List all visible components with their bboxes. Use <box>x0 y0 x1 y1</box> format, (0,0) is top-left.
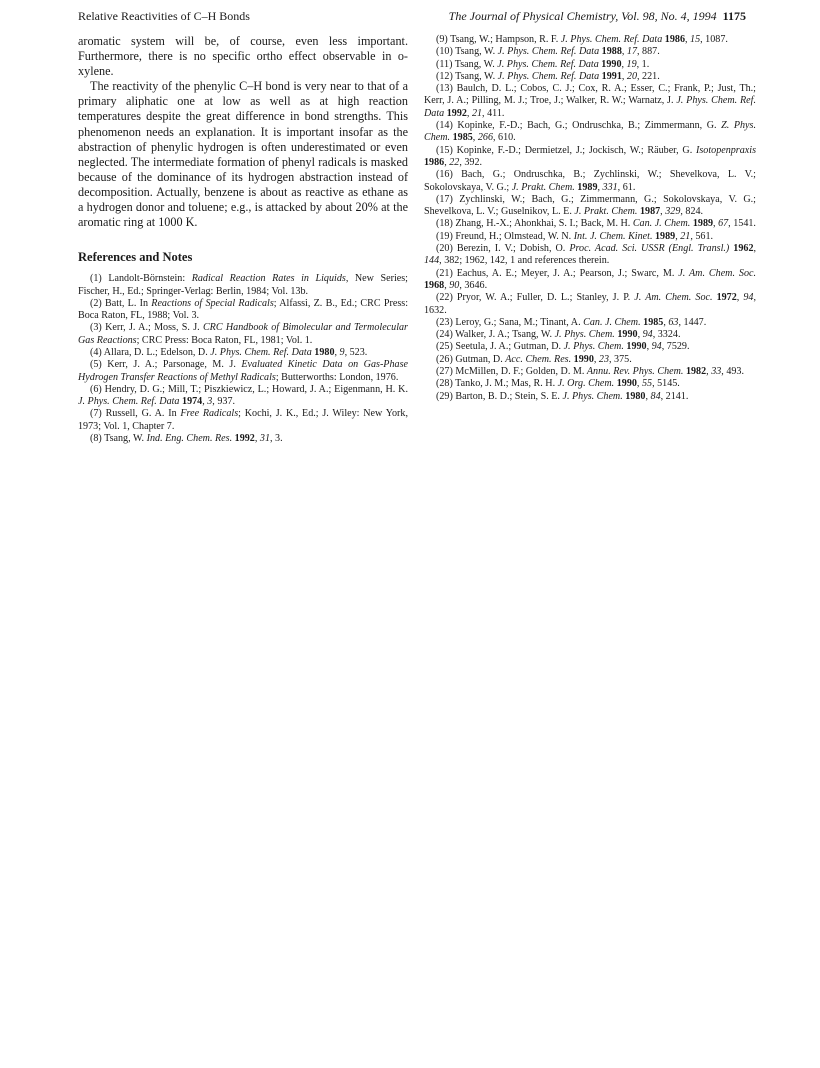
reference-volume: 144 <box>424 255 440 267</box>
reference-pages: , 824. <box>680 206 704 218</box>
reference-year: 1989 <box>655 230 676 242</box>
reference-authors: Kopinke, F.-D.; Dermietzel, J.; Jockisch, W.; Räuber, G. <box>456 144 696 156</box>
body-paragraph-2: The reactivity of the phenylic C–H bond is very near to that of a primary aliphatic one at low as well as at high reaction temperatures despite the great difference in bond strengths. This phenomenon needs an explanation. It is important insofar as the abstraction of phenylic hydrogen is often underestimated or even neglected. The intermediate formation of phenyl radicals is masked because of the dominance of its hydrogen abstraction instead of decomposition. Actually, benzene is about as reactive as ethane as a hydrogen donor and toluene; e.g., is attacked by about 20% at the aromatic ring at 1000 K. <box>78 79 408 230</box>
reference-source: Int. J. Chem. Kinet. <box>573 230 653 242</box>
reference-number: (14) <box>436 120 453 132</box>
reference-source: Proc. Acad. Sci. USSR (Engl. Transl.) <box>569 243 730 255</box>
reference-pages: , 3324. <box>652 329 681 341</box>
reference-pages: , 1447. <box>678 316 707 328</box>
reference-source: J. Prakt. Chem. <box>574 206 638 218</box>
reference-volume: 19 <box>626 58 637 70</box>
reference-source: J. Prakt. Chem. <box>511 181 575 193</box>
reference-number: (27) <box>436 366 453 378</box>
reference-authors: Tsang, W. <box>104 433 147 445</box>
reference-item: (12) Tsang, W. J. Phys. Chem. Ref. Data 1991, 20, 221. <box>436 70 660 82</box>
reference-authors: Tsang, W.; Hampson, R. F. <box>450 34 561 45</box>
reference-volume: 94 <box>651 341 662 353</box>
reference-authors: Pryor, W. A.; Fuller, D. L.; Stanley, J. P. <box>456 292 635 304</box>
reference-number: (8) <box>90 433 102 445</box>
reference-number: (20) <box>436 243 453 255</box>
reference-item <box>78 298 408 323</box>
reference-authors: Berezin, I. V.; Dobish, O. <box>456 243 570 255</box>
running-title: Relative Reactivities of C–H Bonds <box>78 9 250 23</box>
reference-item: (29) Barton, B. D.; Stein, S. E. J. Phys. Chem. 1980, 84, 2141. <box>436 390 689 402</box>
reference-authors: Kopinke, F.-D.; Bach, G.; Ondruschka, B.; Zimmermann, G. <box>457 120 722 132</box>
reference-year: 1986 <box>664 34 685 45</box>
reference-source: J. Phys. Chem. <box>562 390 623 402</box>
reference-item: (14) Kopinke, F.-D.; Bach, G.; Ondruschka, B.; Zimmermann, G. Z. Phys. Chem. 1985, 266, 610. <box>424 120 756 144</box>
reference-number: (24) <box>436 329 453 341</box>
reference-year: 1989 <box>577 181 598 193</box>
reference-volume: 33 <box>711 366 722 378</box>
reference-item: (25) Seetula, J. A.; Gutman, D. J. Phys. Chem. 1990, 94, 7529. <box>436 341 690 353</box>
reference-authors: Russell, G. A. In <box>105 408 181 420</box>
reference-source: J. Phys. Chem. Ref. Data <box>424 95 756 119</box>
reference-details: , New Series; Fischer, H., Ed.; Springer-Verlag: Berlin, 1984; Vol. 13b. <box>78 273 408 297</box>
reference-pages: , 610. <box>492 132 516 144</box>
reference-item: (23) Leroy, G.; Sana, M.; Tinant, A. Can. J. Chem. 1985, 63, 1447. <box>436 316 707 328</box>
reference-volume: 21 <box>680 230 691 242</box>
reference-number: (11) <box>436 58 453 70</box>
reference-source: Acc. Chem. Res. <box>505 353 572 365</box>
reference-item <box>78 322 408 347</box>
reference-volume: 22 <box>449 156 460 168</box>
page-header <box>78 9 746 31</box>
reference-year: 1990 <box>617 329 638 341</box>
reference-year: 1990 <box>616 378 637 390</box>
reference-volume: 3 <box>207 396 213 408</box>
reference-year: 1968 <box>424 279 445 291</box>
reference-item: (13) Baulch, D. L.; Cobos, C. J.; Cox, R. A.; Esser, C.; Frank, P.; Just, Th.; Kerr, J. A.; Pilling, M. J.; Troe, J.; Walker, R. W.; Warnatz, J. J. Phys. Chem. Ref. Data 1992, 21, 411. <box>424 83 756 119</box>
reference-pages: , 3646. <box>459 279 488 291</box>
reference-volume: 67 <box>718 218 729 230</box>
reference-item: (6) Hendry, D. G.; Mill, T.; Piszkiewicz, L.; Howard, J. A.; Eigenmann, H. K. J. Phys. Chem. Ref. Data 1974, 3, 937. <box>78 383 408 408</box>
journal-citation-line <box>449 9 746 24</box>
reference-authors: Tsang, W. <box>454 58 498 70</box>
reference-volume: 23 <box>598 353 609 365</box>
reference-year: 1992 <box>446 107 467 119</box>
reference-volume: 15 <box>690 34 701 45</box>
reference-number: (26) <box>436 353 453 365</box>
reference-pages: , 3. <box>269 433 283 445</box>
reference-source: J. Org. Chem. <box>557 378 615 390</box>
reference-authors: Gutman, D. <box>455 353 506 365</box>
reference-pages: , 1632. <box>424 292 756 316</box>
reference-source: J. Phys. Chem. Ref. Data <box>497 58 599 70</box>
reference-item: (18) Zhang, H.-X.; Ahonkhai, S. I.; Back, M. H. Can. J. Chem. 1989, 67, 1541. <box>436 218 756 230</box>
reference-authors: Kerr, J. A.; Moss, S. J. <box>105 322 203 334</box>
reference-year: 1992 <box>234 433 255 445</box>
reference-year: 1990 <box>601 58 622 70</box>
reference-number: (13) <box>436 83 453 95</box>
reference-source: Evaluated Kinetic Data on Gas-Phase Hydrogen Transfer Reactions of Methyl Radicals <box>78 359 408 383</box>
reference-authors: Allara, D. L.; Edelson, D. <box>103 347 211 358</box>
body-paragraph-1: aromatic system will be, of course, even less important. Furthermore, there is no specific ortho effect observable in o-xylene. <box>78 34 408 79</box>
reference-source: Isotopenpraxis <box>696 144 756 156</box>
reference-volume: 90 <box>449 279 460 291</box>
reference-authors: Leroy, G.; Sana, M.; Tinant, A. <box>455 316 584 328</box>
reference-authors: Zhang, H.-X.; Ahonkhai, S. I.; Back, M. H. <box>455 218 633 230</box>
reference-pages: , 7529. <box>661 341 690 353</box>
reference-pages: , 1. <box>636 58 650 70</box>
reference-year: 1990 <box>626 341 647 353</box>
reference-number: (18) <box>436 218 453 230</box>
reference-source: Annu. Rev. Phys. Chem. <box>586 366 684 378</box>
reference-number: (21) <box>436 267 453 279</box>
reference-pages: , 2141. <box>660 390 689 402</box>
reference-number: (5) <box>90 359 102 371</box>
reference-year: 1990 <box>573 353 594 365</box>
reference-list-left <box>78 273 408 445</box>
reference-authors: Tsang, W. <box>455 70 498 82</box>
reference-source: Ind. Eng. Chem. Res. <box>146 433 233 445</box>
reference-pages: , 61. <box>617 181 636 193</box>
reference-authors: Bach, G.; Ondruschka, B.; Zychlinski, W.; Shevelkova, L. V.; Sokolovskaya, V. G.; <box>424 169 756 193</box>
reference-year: 1987 <box>639 206 661 218</box>
reference-source: J. Phys. Chem. <box>563 341 624 353</box>
reference-year: 1980 <box>625 390 646 402</box>
reference-authors: Eachus, A. E.; Meyer, J. A.; Pearson, J.; Swarc, M. <box>456 267 679 279</box>
reference-item <box>78 408 408 433</box>
reference-authors: Walker, J. A.; Tsang, W. <box>455 329 555 341</box>
reference-volume: 20 <box>626 70 637 82</box>
reference-item: (8) Tsang, W. Ind. Eng. Chem. Res. 1992, 31, 3. <box>90 433 283 445</box>
reference-volume: 266 <box>477 132 493 144</box>
reference-number: (29) <box>436 390 453 402</box>
reference-year: 1989 <box>692 218 714 230</box>
reference-year: 1988 <box>601 46 622 58</box>
reference-number: (10) <box>436 46 453 58</box>
reference-number: (28) <box>436 378 453 390</box>
reference-details: ; Butterworths: London, 1976. <box>275 371 399 383</box>
journal-line: The Journal of Physical Chemistry, Vol. 98, No. 4, 1994 <box>448 9 717 23</box>
reference-item: (11) Tsang, W. J. Phys. Chem. Ref. Data 1990, 19, 1. <box>436 58 650 70</box>
reference-volume: 63 <box>668 316 679 328</box>
reference-source: Free Radicals <box>180 408 239 420</box>
reference-authors: Tanko, J. M.; Mas, R. H. <box>455 378 558 390</box>
reference-year: 1980 <box>314 347 335 358</box>
reference-source: CRC Handbook of Bimolecular and Termolecular Gas Reactions <box>78 322 408 346</box>
reference-details: ; CRC Press: Boca Raton, FL, 1981; Vol. 1. <box>136 334 313 346</box>
reference-details: ; Alfassi, Z. B., Ed.; CRC Press: Boca Raton, FL, 1988; Vol. 3. <box>78 297 408 322</box>
reference-number: (22) <box>436 292 453 304</box>
reference-pages: , 1541. <box>728 218 756 230</box>
reference-authors: Tsang, W. <box>455 46 498 58</box>
reference-item: (22) Pryor, W. A.; Fuller, D. L.; Stanley, J. P. J. Am. Chem. Soc. 1972, 94, 1632. <box>424 292 756 316</box>
reference-volume: 17 <box>626 46 637 58</box>
reference-number: (7) <box>90 408 102 420</box>
reference-item: (28) Tanko, J. M.; Mas, R. H. J. Org. Chem. 1990, 55, 5145. <box>436 378 680 390</box>
reference-year: 1985 <box>452 132 473 144</box>
reference-item: (9) Tsang, W.; Hampson, R. F. J. Phys. Chem. Ref. Data 1986, 15, 1087. <box>436 34 728 45</box>
reference-number: (1) <box>90 273 102 285</box>
reference-year: 1974 <box>182 396 203 408</box>
reference-authors: Landolt-Börnstein: <box>108 273 192 285</box>
reference-number: (15) <box>436 144 453 156</box>
reference-authors: Freund, H.; Olmstead, W. N. <box>455 230 574 242</box>
reference-item: (24) Walker, J. A.; Tsang, W. J. Phys. Chem. 1990, 94, 3324. <box>436 329 681 341</box>
reference-details: ; Kochi, J. K., Ed.; J. Wiley: New York, 1973; Vol. 1, Chapter 7. <box>78 408 408 432</box>
page-number: 1175 <box>722 9 746 23</box>
reference-number: (25) <box>436 341 453 353</box>
reference-pages: , 493. <box>721 366 744 378</box>
reference-number: (16) <box>436 169 453 181</box>
reference-volume: 31 <box>259 433 270 445</box>
reference-source: Z. Phys. Chem. <box>424 120 756 144</box>
reference-source: J. Phys. Chem. <box>554 329 615 341</box>
reference-volume: 94 <box>642 329 653 341</box>
reference-pages: , 411. <box>482 107 505 119</box>
reference-authors: Batt, L. In <box>105 297 152 309</box>
right-column <box>424 34 756 403</box>
reference-number: (12) <box>436 70 453 82</box>
reference-item: (15) Kopinke, F.-D.; Dermietzel, J.; Jockisch, W.; Räuber, G. Isotopenpraxis 1986, 22, 392. <box>424 144 756 168</box>
reference-number: (17) <box>436 193 453 205</box>
reference-item: (26) Gutman, D. Acc. Chem. Res. 1990, 23, 375. <box>436 353 632 365</box>
reference-source: J. Phys. Chem. Ref. Data <box>497 46 600 58</box>
reference-source: J. Phys. Chem. Ref. Data <box>210 347 312 358</box>
reference-source: Can. J. Chem. <box>632 218 691 230</box>
reference-number: (9) <box>436 34 448 45</box>
reference-item: (19) Freund, H.; Olmstead, W. N. Int. J. Chem. Kinet. 1989, 21, 561. <box>436 230 714 242</box>
reference-year: 1972 <box>716 292 737 304</box>
reference-item: (16) Bach, G.; Ondruschka, B.; Zychlinski, W.; Shevelkova, L. V.; Sokolovskaya, V. G.; J. Prakt. Chem. 1989, 331, 61. <box>424 169 756 193</box>
reference-pages: , 887. <box>637 46 660 58</box>
reference-pages: , 5145. <box>652 378 680 390</box>
reference-item <box>78 359 408 384</box>
reference-volume: 84 <box>650 390 661 402</box>
reference-authors: Seetula, J. A.; Gutman, D. <box>455 341 564 353</box>
reference-pages: , 561. <box>690 230 714 242</box>
reference-pages: , 392. <box>459 156 483 168</box>
reference-year: 1985 <box>643 316 664 328</box>
reference-item: (4) Allara, D. L.; Edelson, D. J. Phys. Chem. Ref. Data 1980, 9, 523. <box>90 347 368 358</box>
reference-authors: Baulch, D. L.; Cobos, C. J.; Cox, R. A.; Esser, C.; Frank, P.; Just, Th.; Kerr, J. A.; Pilling, M. J.; Troe, J.; Walker, R. W.; Warnatz, J. <box>424 83 756 107</box>
reference-pages: , 1087. <box>700 34 728 45</box>
reference-volume: 9 <box>339 347 345 358</box>
reference-source: J. Phys. Chem. Ref. Data <box>560 34 663 45</box>
reference-source: J. Phys. Chem. Ref. Data <box>78 396 180 408</box>
reference-source: Reactions of Special Radicals <box>151 297 274 309</box>
left-column <box>78 34 408 445</box>
reference-year: 1991 <box>601 70 622 82</box>
reference-pages: , 937. <box>212 396 236 408</box>
reference-source: J. Am. Chem. Soc. <box>634 292 713 304</box>
reference-authors: McMillen, D. F.; Golden, D. M. <box>455 366 587 378</box>
reference-number: (4) <box>90 347 102 358</box>
reference-authors: Barton, B. D.; Stein, S. E. <box>455 390 563 402</box>
reference-number: (6) <box>90 383 102 395</box>
reference-item: (27) McMillen, D. F.; Golden, D. M. Annu. Rev. Phys. Chem. 1982, 33, 493. <box>436 366 744 378</box>
reference-pages: , 523. <box>344 347 368 358</box>
reference-year: 1962 <box>733 243 754 255</box>
reference-year: 1982 <box>685 366 707 378</box>
reference-volume: 94 <box>743 292 754 304</box>
reference-volume: 21 <box>471 107 483 119</box>
reference-source: Radical Reaction Rates in Liquids <box>191 273 346 285</box>
reference-item: (21) Eachus, A. E.; Meyer, J. A.; Pearson, J.; Swarc, M. J. Am. Chem. Soc. 1968, 90, 3646. <box>424 267 756 291</box>
reference-item: (17) Zychlinski, W.; Bach, G.; Zimmermann, G.; Sokolovskaya, V. G.; Shevelkova, L. V.; Guselnikov, L. E. J. Prakt. Chem. 1987, 329, 824. <box>424 193 756 218</box>
reference-pages: , 221. <box>637 70 660 82</box>
reference-item: (10) Tsang, W. J. Phys. Chem. Ref. Data 1988, 17, 887. <box>436 46 660 58</box>
reference-volume: 55 <box>641 378 653 390</box>
reference-authors: Kerr, J. A.; Parsonage, M. J. <box>107 359 242 371</box>
reference-number: (19) <box>436 230 453 242</box>
reference-list-right <box>424 34 756 403</box>
reference-item: (20) Berezin, I. V.; Dobish, O. Proc. Acad. Sci. USSR (Engl. Transl.) 1962, 144, 382; 1962, 142, 1 and references therein. <box>424 243 757 267</box>
reference-authors: Hendry, D. G.; Mill, T.; Piszkiewicz, L.; Howard, J. A.; Eigenmann, H. K. <box>104 383 408 395</box>
reference-source: J. Am. Chem. Soc. <box>678 267 756 279</box>
reference-authors: Zychlinski, W.; Bach, G.; Zimmermann, G.; Sokolovskaya, V. G.; Shevelkova, L. V.; Guselnikov, L. E. <box>424 193 756 218</box>
reference-number: (23) <box>436 316 453 328</box>
reference-number: (3) <box>90 322 102 334</box>
reference-pages: , 375. <box>609 353 632 365</box>
reference-number: (2) <box>90 297 102 309</box>
reference-volume: 331 <box>602 181 618 193</box>
reference-item <box>78 273 408 298</box>
reference-volume: 329 <box>665 206 681 218</box>
reference-pages: , 382; 1962, 142, 1 and references therein. <box>439 255 610 267</box>
references-heading: References and Notes <box>78 250 193 265</box>
reference-year: 1986 <box>424 156 445 168</box>
reference-source: J. Phys. Chem. Ref. Data <box>497 70 600 82</box>
reference-source: Can. J. Chem. <box>583 316 641 328</box>
